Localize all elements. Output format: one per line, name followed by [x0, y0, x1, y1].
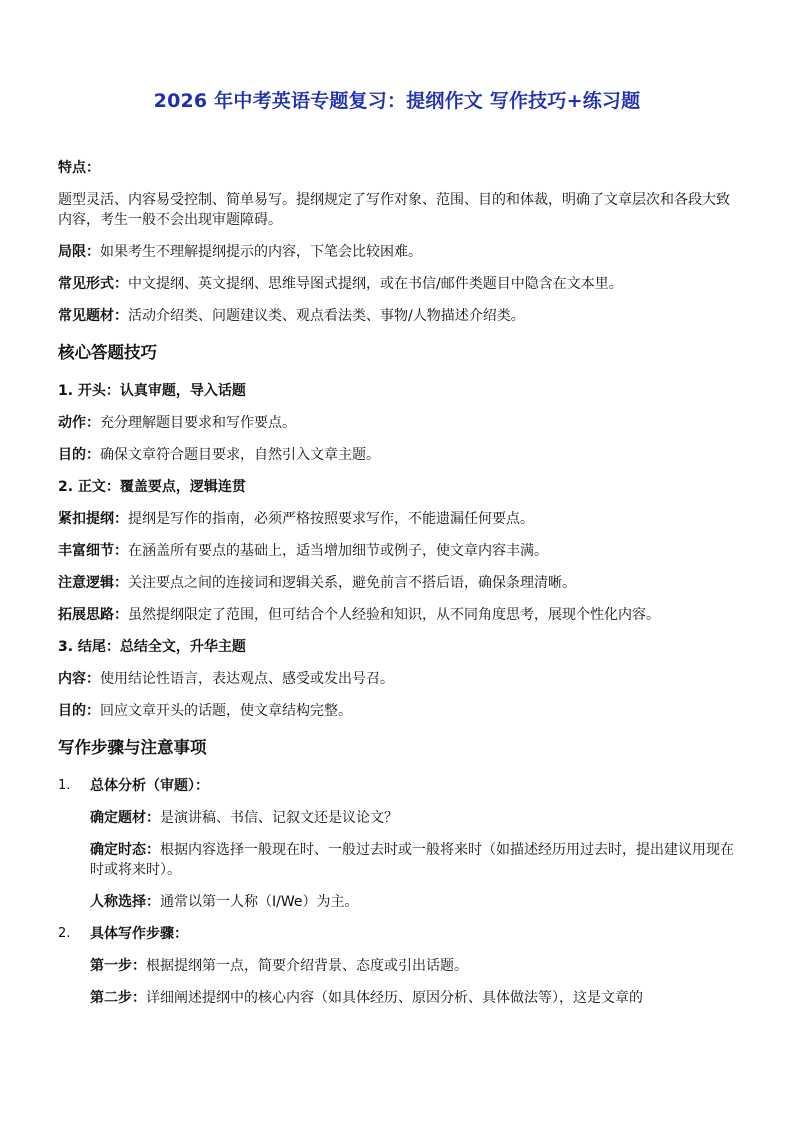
step-1-c-text: 通常以第一人称（I/We）为主。 — [160, 894, 359, 910]
skill-2-d-label: 拓展思路： — [58, 607, 128, 623]
skill-2-a-text: 提纲是写作的指南，必须严格按照要求写作，不能遗漏任何要点。 — [128, 511, 534, 527]
skill-1-goal-text: 确保文章符合题目要求，自然引入文章主题。 — [100, 447, 380, 463]
skill-2-d — [58, 605, 734, 625]
skill-3-goal — [58, 701, 734, 721]
step-2-b-text: 详细阐述提纲中的核心内容（如具体经历、原因分析、具体做法等），这是文章的 — [146, 990, 643, 1006]
features-text: 题型灵活、内容易受控制、简单易写。提纲规定了写作对象、范围、目的和体裁，明确了文章层次和各段大致内容，考生一般不会出现审题障碍。 — [58, 192, 730, 228]
step-1-a-text: 是演讲稿、书信、记叙文还是议论文？ — [160, 810, 398, 826]
skill-3-heading: 3. 结尾：总结全文，升华主题 — [58, 639, 246, 655]
forms-label: 常见形式： — [58, 276, 128, 292]
step-1-title: 总体分析（审题）： — [90, 778, 209, 794]
step-1-heading — [58, 776, 734, 796]
skill-2-a — [58, 509, 734, 529]
limit-text: 如果考生不理解提纲提示的内容，下笔会比较困难。 — [100, 244, 422, 260]
limit-paragraph — [58, 242, 734, 262]
document-body — [58, 158, 734, 1008]
forms-paragraph — [58, 274, 734, 294]
step-2-heading — [58, 924, 734, 944]
skill-2-b — [58, 541, 734, 561]
step-1-c — [58, 892, 734, 912]
skill-2-d-text: 虽然提纲限定了范围，但可结合个人经验和知识，从不同角度思考，展现个性化内容。 — [128, 607, 660, 623]
topics-label: 常见题材： — [58, 308, 128, 324]
skill-3-content-text: 使用结论性语言，表达观点、感受或发出号召。 — [100, 671, 394, 687]
forms-text: 中文提纲、英文提纲、思维导图式提纲，或在书信/邮件类题目中隐含在文本里。 — [128, 276, 623, 292]
skill-3-goal-label: 目的： — [58, 703, 100, 719]
step-2-number: 2. — [58, 926, 71, 941]
step-1-b — [58, 840, 734, 880]
step-2-title: 具体写作步骤： — [90, 926, 188, 942]
limit-label: 局限： — [58, 244, 100, 260]
skill-1-goal — [58, 445, 734, 465]
step-1-a — [58, 808, 734, 828]
skill-2-c-label: 注意逻辑： — [58, 575, 128, 591]
step-2-b — [58, 988, 734, 1008]
skill-2-b-label: 丰富细节： — [58, 543, 128, 559]
step-1-a-label: 确定题材： — [90, 810, 160, 826]
skill-1-heading: 1. 开头：认真审题，导入话题 — [58, 383, 246, 399]
step-1-b-text: 根据内容选择一般现在时、一般过去时或一般将来时（如描述经历用过去时，提出建议用现在时或将来时）。 — [90, 842, 734, 878]
section-heading-skills: 核心答题技巧 — [58, 343, 157, 362]
skill-1-action — [58, 413, 734, 433]
skill-1-action-text: 充分理解题目要求和写作要点。 — [100, 415, 296, 431]
skill-2-heading: 2. 正文：覆盖要点，逻辑连贯 — [58, 479, 246, 495]
step-2-a-text: 根据提纲第一点，简要介绍背景、态度或引出话题。 — [146, 958, 468, 974]
step-2-b-label: 第二步： — [90, 990, 146, 1006]
skill-3-goal-text: 回应文章开头的话题，使文章结构完整。 — [100, 703, 352, 719]
features-label: 特点： — [58, 160, 100, 176]
step-1-b-label: 确定时态： — [90, 842, 160, 858]
skill-2-b-text: 在涵盖所有要点的基础上，适当增加细节或例子，使文章内容丰满。 — [128, 543, 548, 559]
skill-2-c — [58, 573, 734, 593]
skill-3-content — [58, 669, 734, 689]
section-heading-steps: 写作步骤与注意事项 — [58, 738, 207, 757]
skill-2-c-text: 关注要点之间的连接词和逻辑关系，避免前言不搭后语，确保条理清晰。 — [128, 575, 576, 591]
skill-1-goal-label: 目的： — [58, 447, 100, 463]
page-title: 2026 年中考英语专题复习：提纲作文 写作技巧+练习题 — [153, 90, 641, 112]
step-2-a — [58, 956, 734, 976]
skill-1-action-label: 动作： — [58, 415, 100, 431]
step-2-a-label: 第一步： — [90, 958, 146, 974]
step-1-c-label: 人称选择： — [90, 894, 160, 910]
topics-text: 活动介绍类、问题建议类、观点看法类、事物/人物描述介绍类。 — [128, 308, 525, 324]
skill-2-a-label: 紧扣提纲： — [58, 511, 128, 527]
step-1-number: 1. — [58, 778, 71, 793]
skill-3-content-label: 内容： — [58, 671, 100, 687]
topics-paragraph — [58, 306, 734, 326]
